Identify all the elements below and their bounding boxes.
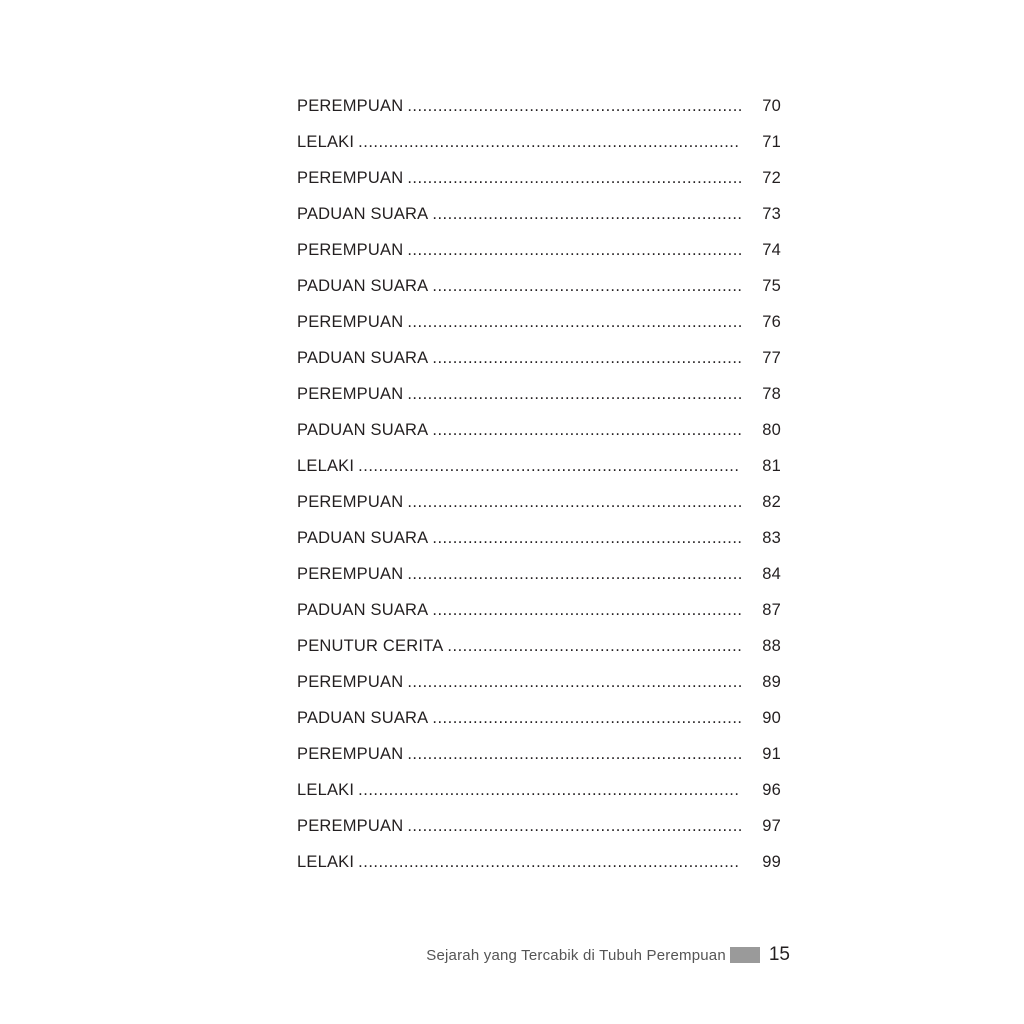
- toc-entry: [297, 160, 781, 196]
- toc-dot-leader: [407, 88, 741, 124]
- toc-entry-page: 89: [762, 673, 781, 691]
- toc-entry: [297, 196, 781, 232]
- toc-dot-leader: [407, 736, 741, 772]
- toc-entry: [297, 448, 781, 484]
- toc-entry: [297, 772, 781, 808]
- toc-dot-leader: [432, 592, 741, 628]
- page-footer: [426, 940, 790, 970]
- toc-entry-page: 74: [762, 241, 781, 259]
- toc-entry-label: PADUAN SUARA: [297, 349, 429, 367]
- toc-entry: [297, 88, 781, 124]
- toc-entry-label: PADUAN SUARA: [297, 709, 429, 727]
- toc-dot-leader: [407, 304, 741, 340]
- toc-entry-page: 73: [762, 205, 781, 223]
- toc-entry-page: 70: [762, 97, 781, 115]
- toc-entry: [297, 556, 781, 592]
- toc-dot-leader: [432, 340, 741, 376]
- toc-entry-label: PEREMPUAN: [297, 97, 404, 115]
- table-of-contents: [297, 88, 781, 880]
- toc-entry-label: PEREMPUAN: [297, 745, 404, 763]
- toc-entry-label: PEREMPUAN: [297, 169, 404, 187]
- toc-dot-leader: [358, 844, 741, 880]
- toc-entry-label: PADUAN SUARA: [297, 529, 429, 547]
- toc-entry-page: 91: [762, 745, 781, 763]
- toc-dot-leader: [432, 520, 741, 556]
- toc-entry: [297, 628, 781, 664]
- toc-entry-label: PENUTUR CERITA: [297, 637, 444, 655]
- toc-entry: [297, 592, 781, 628]
- toc-entry-label: LELAKI: [297, 133, 355, 151]
- toc-entry: [297, 304, 781, 340]
- toc-entry: [297, 268, 781, 304]
- toc-dot-leader: [407, 664, 741, 700]
- toc-entry-label: PEREMPUAN: [297, 385, 404, 403]
- toc-dot-leader: [407, 376, 741, 412]
- toc-entry-page: 84: [762, 565, 781, 583]
- toc-entry: [297, 232, 781, 268]
- toc-entry: [297, 664, 781, 700]
- toc-dot-leader: [407, 484, 741, 520]
- toc-entry: [297, 808, 781, 844]
- toc-dot-leader: [432, 268, 741, 304]
- toc-entry-label: PADUAN SUARA: [297, 421, 429, 439]
- toc-entry-page: 88: [762, 637, 781, 655]
- toc-entry-page: 99: [762, 853, 781, 871]
- toc-entry-page: 72: [762, 169, 781, 187]
- toc-dot-leader: [358, 124, 741, 160]
- toc-dot-leader: [407, 232, 741, 268]
- toc-entry-label: PEREMPUAN: [297, 565, 404, 583]
- toc-entry-label: LELAKI: [297, 457, 355, 475]
- toc-entry-label: LELAKI: [297, 853, 355, 871]
- toc-entry-label: PEREMPUAN: [297, 817, 404, 835]
- toc-entry-label: PEREMPUAN: [297, 241, 404, 259]
- toc-entry-page: 80: [762, 421, 781, 439]
- toc-entry-label: LELAKI: [297, 781, 355, 799]
- toc-dot-leader: [432, 412, 741, 448]
- toc-entry: [297, 844, 781, 880]
- toc-entry-label: PEREMPUAN: [297, 313, 404, 331]
- toc-entry-label: PADUAN SUARA: [297, 205, 429, 223]
- toc-entry-page: 76: [762, 313, 781, 331]
- toc-dot-leader: [407, 160, 741, 196]
- toc-dot-leader: [447, 628, 741, 664]
- toc-dot-leader: [407, 808, 741, 844]
- toc-entry-page: 81: [762, 457, 781, 475]
- toc-dot-leader: [432, 700, 741, 736]
- toc-entry-page: 71: [762, 133, 781, 151]
- toc-dot-leader: [407, 556, 741, 592]
- toc-entry-page: 87: [762, 601, 781, 619]
- toc-entry-page: 96: [762, 781, 781, 799]
- toc-dot-leader: [358, 772, 741, 808]
- toc-entry-label: PEREMPUAN: [297, 673, 404, 691]
- toc-entry-label: PADUAN SUARA: [297, 277, 429, 295]
- toc-entry: [297, 340, 781, 376]
- book-title: Sejarah yang Tercabik di Tubuh Perempuan: [426, 946, 726, 964]
- toc-entry-page: 75: [762, 277, 781, 295]
- page-number: 15: [768, 944, 790, 965]
- toc-entry: [297, 484, 781, 520]
- toc-entry: [297, 520, 781, 556]
- toc-entry: [297, 376, 781, 412]
- toc-entry-page: 82: [762, 493, 781, 511]
- toc-entry-label: PADUAN SUARA: [297, 601, 429, 619]
- toc-entry: [297, 736, 781, 772]
- toc-entry-page: 78: [762, 385, 781, 403]
- toc-entry: [297, 700, 781, 736]
- toc-entry-page: 77: [762, 349, 781, 367]
- toc-dot-leader: [432, 196, 741, 232]
- toc-entry-label: PEREMPUAN: [297, 493, 404, 511]
- toc-entry: [297, 124, 781, 160]
- toc-entry: [297, 412, 781, 448]
- toc-entry-page: 83: [762, 529, 781, 547]
- toc-entry-page: 90: [762, 709, 781, 727]
- toc-entry-page: 97: [762, 817, 781, 835]
- footer-bar-decoration: [730, 947, 760, 963]
- toc-dot-leader: [358, 448, 741, 484]
